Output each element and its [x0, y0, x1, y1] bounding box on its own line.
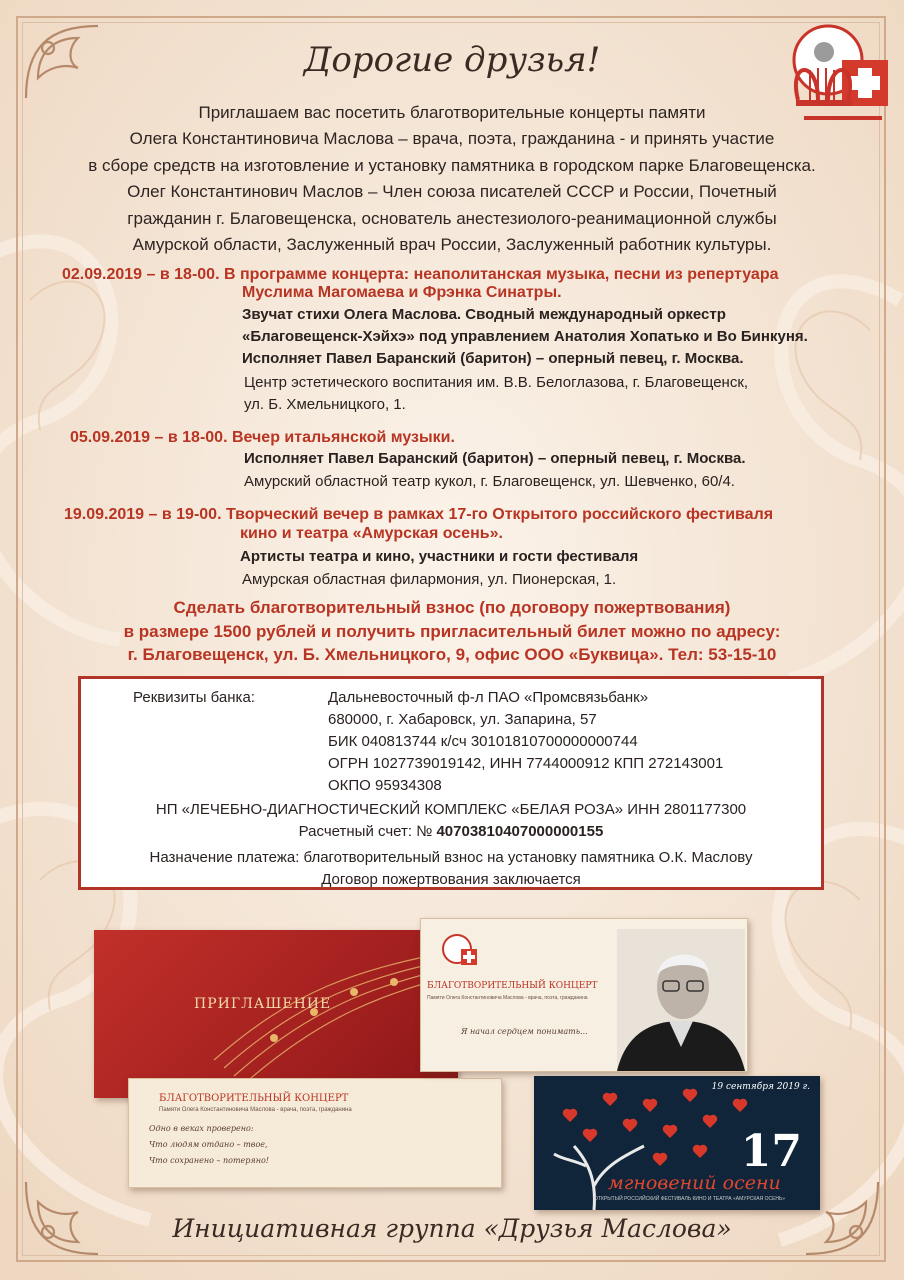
event-1-heading-cont: Муслима Магомаева и Фрэнка Синатры. [242, 284, 562, 301]
intro-line: Олега Константиновича Маслова – врача, поэта, гражданина - и принять участие [129, 129, 775, 149]
invitation-title: ПРИГЛАШЕНИЕ [194, 996, 332, 1012]
festival-title: мгновений осени [608, 1172, 781, 1194]
bank-line: БИК 040813744 к/сч 30101810700000000744 [328, 733, 638, 750]
intro-line: в сборе средств на изготовление и установку памятника в городском парке Благовещенска. [88, 155, 816, 175]
event-3-venue: Амурская областная филармония, ул. Пионерская, 1. [242, 571, 617, 588]
event-1-venue [244, 372, 748, 416]
event-1-performers [242, 304, 808, 370]
card-concert-title-2: БЛАГОТВОРИТЕЛЬНЫЙ КОНЦЕРТ [427, 981, 598, 991]
bank-line: 680000, г. Хабаровск, ул. Запарина, 57 [328, 711, 597, 728]
card-concert-subtitle-2: Памяти Олега Константиновича Маслова - врача, поэта, гражданина [427, 995, 588, 1001]
event-3-performers: Артисты театра и кино, участники и гости фестиваля [240, 548, 639, 565]
event-1-line: «Благовещенск-Хэйхэ» под управлением Анатолия Хопатько и Во Бинкуня. [242, 328, 808, 345]
festival-card [534, 1076, 820, 1210]
account-label: Расчетный счет: № [298, 823, 433, 840]
card-concert-subtitle: Памяти Олега Константиновича Маслова - врача, поэта, гражданина [159, 1107, 352, 1113]
donation-info [20, 596, 884, 667]
intro-line: Олег Константинович Маслов – Член союза писателей СССР и России, Почетный [127, 182, 777, 202]
small-logo-icon [439, 931, 479, 971]
portrait-photo [617, 929, 745, 1071]
bank-org: НП «ЛЕЧЕБНО-ДИАГНОСТИЧЕСКИЙ КОМПЛЕКС «БЕЛАЯ РОЗА» ИНН 2801177300 [155, 801, 747, 818]
intro-line: гражданин г. Благовещенска, основатель анестезиолого-реанимационной службы [127, 208, 777, 228]
signature: Инициативная группа «Друзья Маслова» [172, 1214, 732, 1243]
event-3-heading-cont: кино и театра «Амурская осень». [240, 525, 503, 542]
event-1-venue-line: ул. Б. Хмельницкого, 1. [244, 396, 406, 413]
poem-line: Что сохранено – потеряно! [149, 1156, 270, 1165]
bank-line: Дальневосточный ф-л ПАО «Промсвязьбанк» [328, 689, 649, 706]
bank-details-box [78, 676, 824, 890]
concert-card-portrait [420, 918, 748, 1072]
event-1-line: Звучат стихи Олега Маслова. Сводный международный оркестр [242, 306, 726, 323]
page-heading: Дорогие друзья! [303, 40, 601, 80]
contract-note: Договор пожертвования заключается [321, 871, 581, 888]
bank-label: Реквизиты банка: [133, 689, 255, 706]
donation-line: в размере 1500 рублей и получить пригласительный билет можно по адресу: [123, 621, 781, 641]
bank-line: ОГРН 1027739019142, ИНН 7744000912 КПП 272143001 [328, 755, 724, 772]
donation-line: Сделать благотворительный взнос (по договору пожертвования) [173, 598, 731, 617]
bank-account [81, 823, 821, 840]
card-poem [149, 1121, 269, 1169]
festival-subtitle: ОТКРЫТЫЙ РОССИЙСКИЙ ФЕСТИВАЛЬ КИНО И ТЕАТРА «АМУРСКАЯ ОСЕНЬ» [594, 1196, 786, 1202]
poem-line: Что людям отдано – твое, [149, 1140, 268, 1149]
festival-number: 17 [740, 1126, 802, 1177]
invitation-card-cream [128, 1078, 502, 1188]
bank-line: ОКПО 95934308 [328, 777, 442, 794]
payment-purpose: Назначение платежа: благотворительный взнос на установку памятника О.К. Маслову [149, 849, 753, 866]
event-1-line: Исполняет Павел Баранский (баритон) – оперный певец, г. Москва. [242, 350, 744, 367]
poem-line: Одно в веках проверено: [149, 1124, 254, 1133]
intro-line: Приглашаем вас посетить благотворительные концерты памяти [198, 103, 706, 122]
account-number: 40703810407000000155 [436, 823, 604, 840]
card-quote: Я начал сердцем понимать... [461, 1027, 588, 1036]
event-1-venue-line: Центр эстетического воспитания им. В.В. Белоглазова, г. Благовещенск, [244, 374, 749, 391]
event-2-venue: Амурский областной театр кукол, г. Благовещенск, ул. Шевченко, 60/4. [244, 473, 735, 490]
card-concert-title: БЛАГОТВОРИТЕЛЬНЫЙ КОНЦЕРТ [159, 1093, 349, 1104]
intro-text [40, 100, 864, 258]
event-2-performers: Исполняет Павел Баранский (баритон) – оперный певец, г. Москва. [244, 450, 746, 467]
event-3-heading: 19.09.2019 – в 19-00. Творческий вечер в рамках 17-го Открытого российского фестиваля [64, 506, 774, 523]
festival-date: 19 сентября 2019 г. [711, 1082, 810, 1092]
event-2-heading: 05.09.2019 – в 18-00. Вечер итальянской музыки. [70, 429, 455, 446]
music-staff-icon [94, 930, 458, 1098]
invitation-card-red [94, 930, 458, 1098]
bank-lines [328, 687, 723, 797]
event-1-heading: 02.09.2019 – в 18-00. В программе концерта: неаполитанская музыка, песни из репертуара [62, 266, 779, 283]
intro-line: Амурской области, Заслуженный врач России, Заслуженный работник культуры. [132, 235, 772, 255]
donation-line: г. Благовещенск, ул. Б. Хмельницкого, 9, офис ООО «Буквица». Тел: 53-15-10 [127, 645, 777, 664]
